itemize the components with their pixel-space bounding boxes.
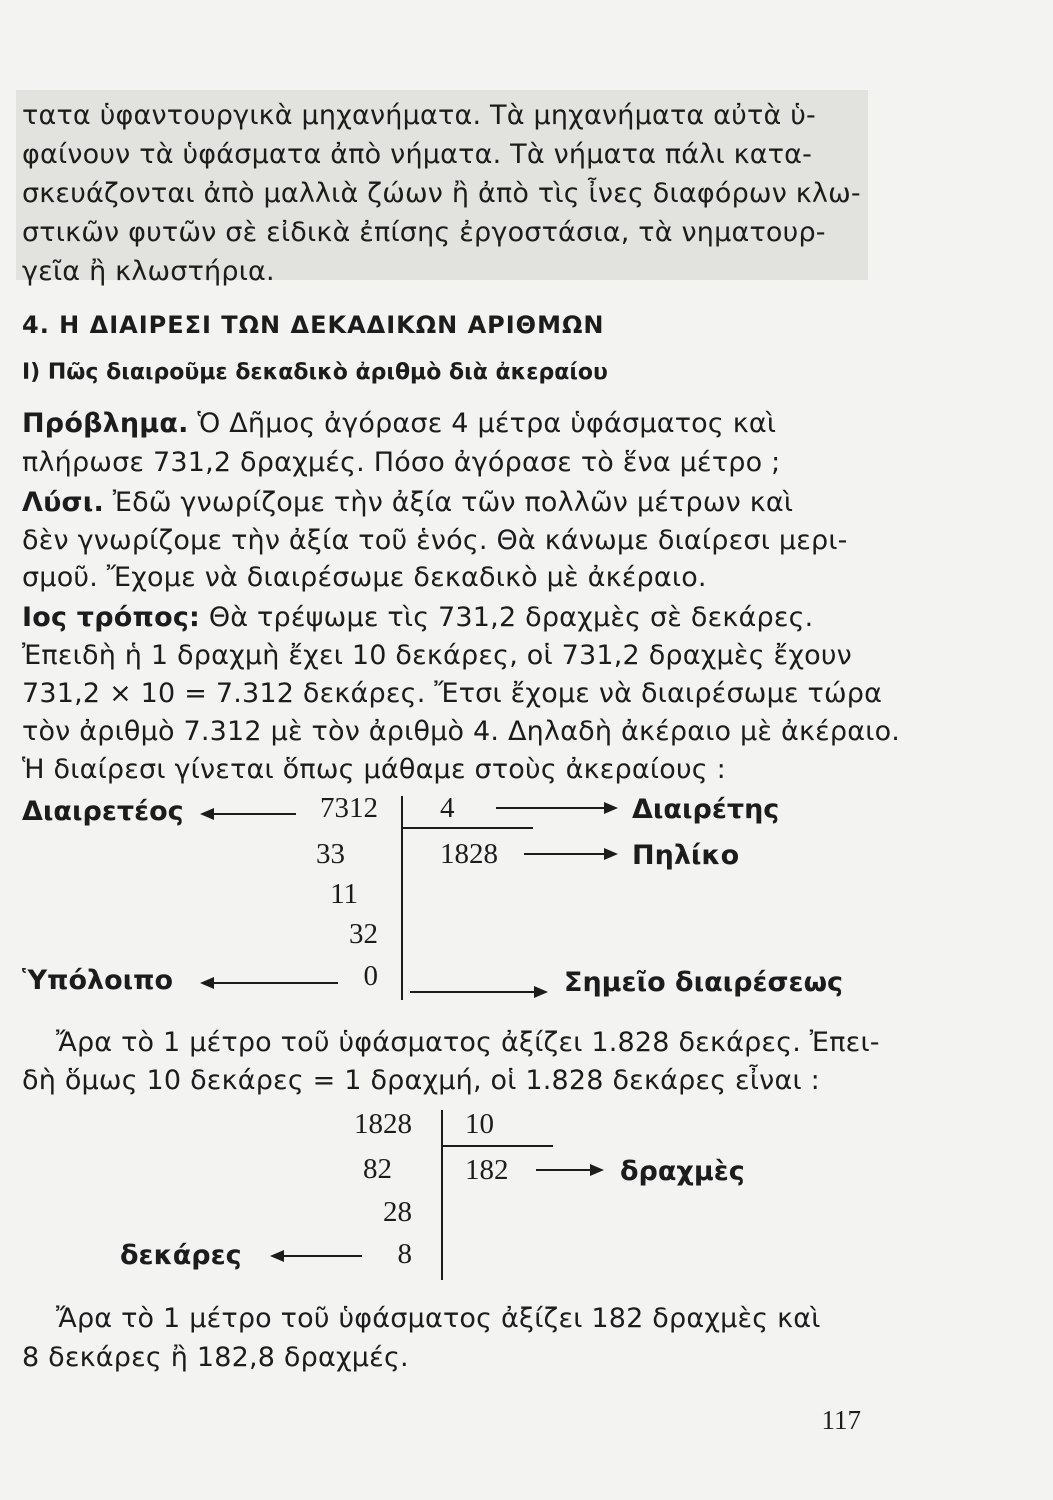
arrow-left-icon <box>200 806 298 822</box>
method-line <box>22 602 813 633</box>
paragraph-line: τατα ὑφαντουργικὰ μηχανήματα. Τὰ μηχανήματα αὐτὰ ὑ- <box>22 100 817 131</box>
solution-line: σμοῦ. Ἔχομε νὰ διαιρέσωμε δεκαδικὸ μὲ ἀκέραιο. <box>22 562 707 593</box>
arrow-right-icon <box>536 1162 604 1178</box>
remainder-label: δεκάρες <box>120 1240 242 1271</box>
dividend-label: Διαιρετέος <box>22 796 184 827</box>
conclusion-line: 8 δεκάρες ἢ 182,8 δραχμές. <box>22 1342 409 1373</box>
divisor-label: Διαιρέτης <box>632 794 780 825</box>
dividend: 7312 <box>320 792 378 824</box>
division-step: 32 <box>349 918 378 950</box>
method-text: Θὰ τρέψωμε τὶς 731,2 δραχμὲς σὲ δεκάρες. <box>200 602 814 633</box>
paragraph-line: στικῶν φυτῶν σὲ εἰδικὰ ἐπίσης ἐργοστάσια, τὰ νηματουρ- <box>22 217 826 248</box>
paragraph-line: δὴ ὅμως 10 δεκάρες = 1 δραχμή, οἱ 1.828 δεκάρες εἶναι : <box>22 1065 820 1096</box>
quotient: 182 <box>465 1154 509 1186</box>
problem-line: πλήρωσε 731,2 δραχμές. Πόσο ἀγόρασε τὸ ἕνα μέτρο ; <box>22 447 781 478</box>
section-title: 4. Η ΔΙΑΙΡΕΣΙ ΤΩΝ ΔΕΚΑΔΙΚΩΝ ΑΡΙΘΜΩΝ <box>22 311 605 339</box>
remainder: 0 <box>363 960 378 992</box>
conclusion-line: Ἄρα τὸ 1 μέτρο τοῦ ὑφάσματος ἀξίζει 182 δραχμὲς καὶ <box>56 1303 821 1334</box>
solution-label: Λύσι. <box>22 487 104 518</box>
quotient: 1828 <box>440 838 498 870</box>
solution-line: δὲν γνωρίζομε τὴν ἀξία τοῦ ἑνός. Θὰ κάνωμε διαίρεσι μερι- <box>22 525 848 556</box>
method-line: τὸν ἀριθμὸ 7.312 μὲ τὸν ἀριθμὸ 4. Δηλαδὴ ἀκέραιο μὲ ἀκέραιο. <box>22 716 901 747</box>
quotient-label: Πηλίκο <box>632 840 740 871</box>
arrow-right-icon <box>524 846 618 862</box>
solution-text: Ἐδῶ γνωρίζομε τὴν ἀξία τῶν πολλῶν μέτρων καὶ <box>103 487 794 518</box>
quotient-label: δραχμὲς <box>620 1156 745 1187</box>
division-step: 28 <box>383 1196 412 1228</box>
remainder-label: Ὑπόλοιπο <box>22 965 174 996</box>
method-line: Ἐπειδὴ ἡ 1 δραχμὴ ἔχει 10 δεκάρες, οἱ 731,2 δραχμὲς ἔχουν <box>22 640 852 671</box>
paragraph-line: Ἄρα τὸ 1 μέτρο τοῦ ὑφάσματος ἀξίζει 1.828 δεκάρες. Ἐπει- <box>56 1027 880 1058</box>
division-step: 11 <box>330 878 358 910</box>
problem-text: Ὁ Δῆμος ἀγόρασε 4 μέτρα ὑφάσματος καὶ <box>188 408 777 439</box>
division-horizontal-bar <box>401 827 533 829</box>
divisor: 4 <box>440 792 455 824</box>
problem-label: Πρόβλημα. <box>22 408 189 439</box>
division-sign-label: Σημεῖο διαιρέσεως <box>564 967 844 998</box>
division-step: 33 <box>316 838 345 870</box>
page-number: 117 <box>821 1405 861 1435</box>
divisor: 10 <box>465 1108 494 1140</box>
division-horizontal-bar <box>441 1145 553 1147</box>
problem-line <box>22 408 776 439</box>
subsection-title: Ι) Πῶς διαιροῦμε δεκαδικὸ ἀριθμὸ διὰ ἀκεραίου <box>22 360 608 385</box>
method-line: Ἡ διαίρεσι γίνεται ὅπως μάθαμε στοὺς ἀκεραίους : <box>22 754 726 785</box>
division-vertical-bar <box>441 1110 443 1280</box>
paragraph-line: γεῖα ἢ κλωστήρια. <box>22 256 275 287</box>
solution-line <box>22 487 793 518</box>
division-step: 82 <box>363 1153 392 1185</box>
remainder: 8 <box>397 1238 412 1270</box>
arrow-right-icon <box>410 984 548 1000</box>
arrow-right-icon <box>496 800 618 816</box>
dividend: 1828 <box>354 1108 412 1140</box>
paragraph-line: φαίνουν τὰ ὑφάσματα ἀπὸ νήματα. Τὰ νήματα πάλι κατα- <box>22 139 813 170</box>
paragraph-line: σκευάζονται ἀπὸ μαλλιὰ ζώων ἢ ἀπὸ τὶς ἶνες διαφόρων κλω- <box>22 178 861 209</box>
method-line: 731,2 × 10 = 7.312 δεκάρες. Ἔτσι ἔχομε νὰ διαιρέσωμε τώρα <box>22 678 883 709</box>
method-label: Ιος τρόπος: <box>22 602 201 633</box>
